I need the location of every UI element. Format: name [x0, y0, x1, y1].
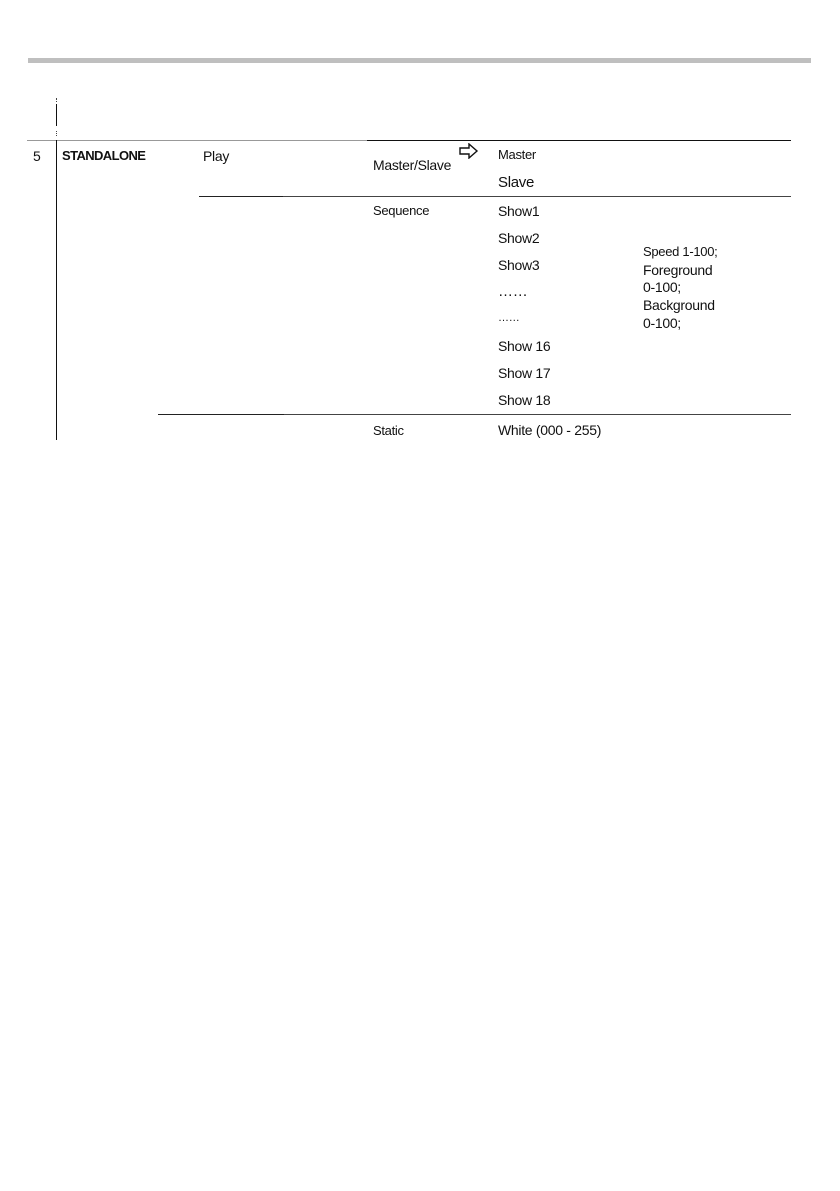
show-ellipsis: …… — [498, 283, 528, 300]
row-divider-sequence-mid — [283, 196, 791, 197]
show-item: Show2 — [498, 230, 540, 246]
static-value: White (000 - 255) — [498, 422, 602, 438]
show-item: Show3 — [498, 257, 540, 273]
table-top-rule-right — [367, 140, 791, 141]
header-rule — [28, 58, 811, 63]
show-item: Show 16 — [498, 338, 551, 354]
row-divider-static-mid — [284, 414, 791, 415]
param-foreground: Foreground — [643, 262, 713, 278]
table-top-rule-left — [27, 140, 367, 141]
show-item: Show1 — [498, 203, 540, 219]
show-item: Show 18 — [498, 392, 551, 408]
master-slave-label: Master/Slave — [373, 157, 452, 173]
param-foreground-range: 0-100; — [643, 279, 681, 295]
option-slave: Slave — [498, 174, 535, 191]
show-item: Show 17 — [498, 365, 551, 381]
row-divider-static — [158, 414, 284, 415]
param-background-range: 0-100; — [643, 315, 681, 331]
menu-name: STANDALONE — [62, 148, 146, 163]
submenu-name: Play — [203, 148, 230, 164]
option-master: Master — [498, 147, 536, 162]
header-column-divider — [56, 104, 57, 126]
param-speed: Speed 1-100; — [643, 244, 718, 259]
param-background: Background — [643, 297, 715, 313]
menu-column-divider — [56, 140, 57, 440]
row-divider-sequence — [199, 196, 283, 197]
static-label: Static — [373, 423, 404, 438]
show-ellipsis-small: …… — [498, 312, 520, 324]
row-number: 5 — [33, 148, 41, 164]
right-arrow-outline-icon — [459, 143, 479, 159]
sequence-label: Sequence — [373, 203, 430, 218]
header-tick-lower — [56, 131, 57, 136]
header-tick — [56, 98, 57, 102]
